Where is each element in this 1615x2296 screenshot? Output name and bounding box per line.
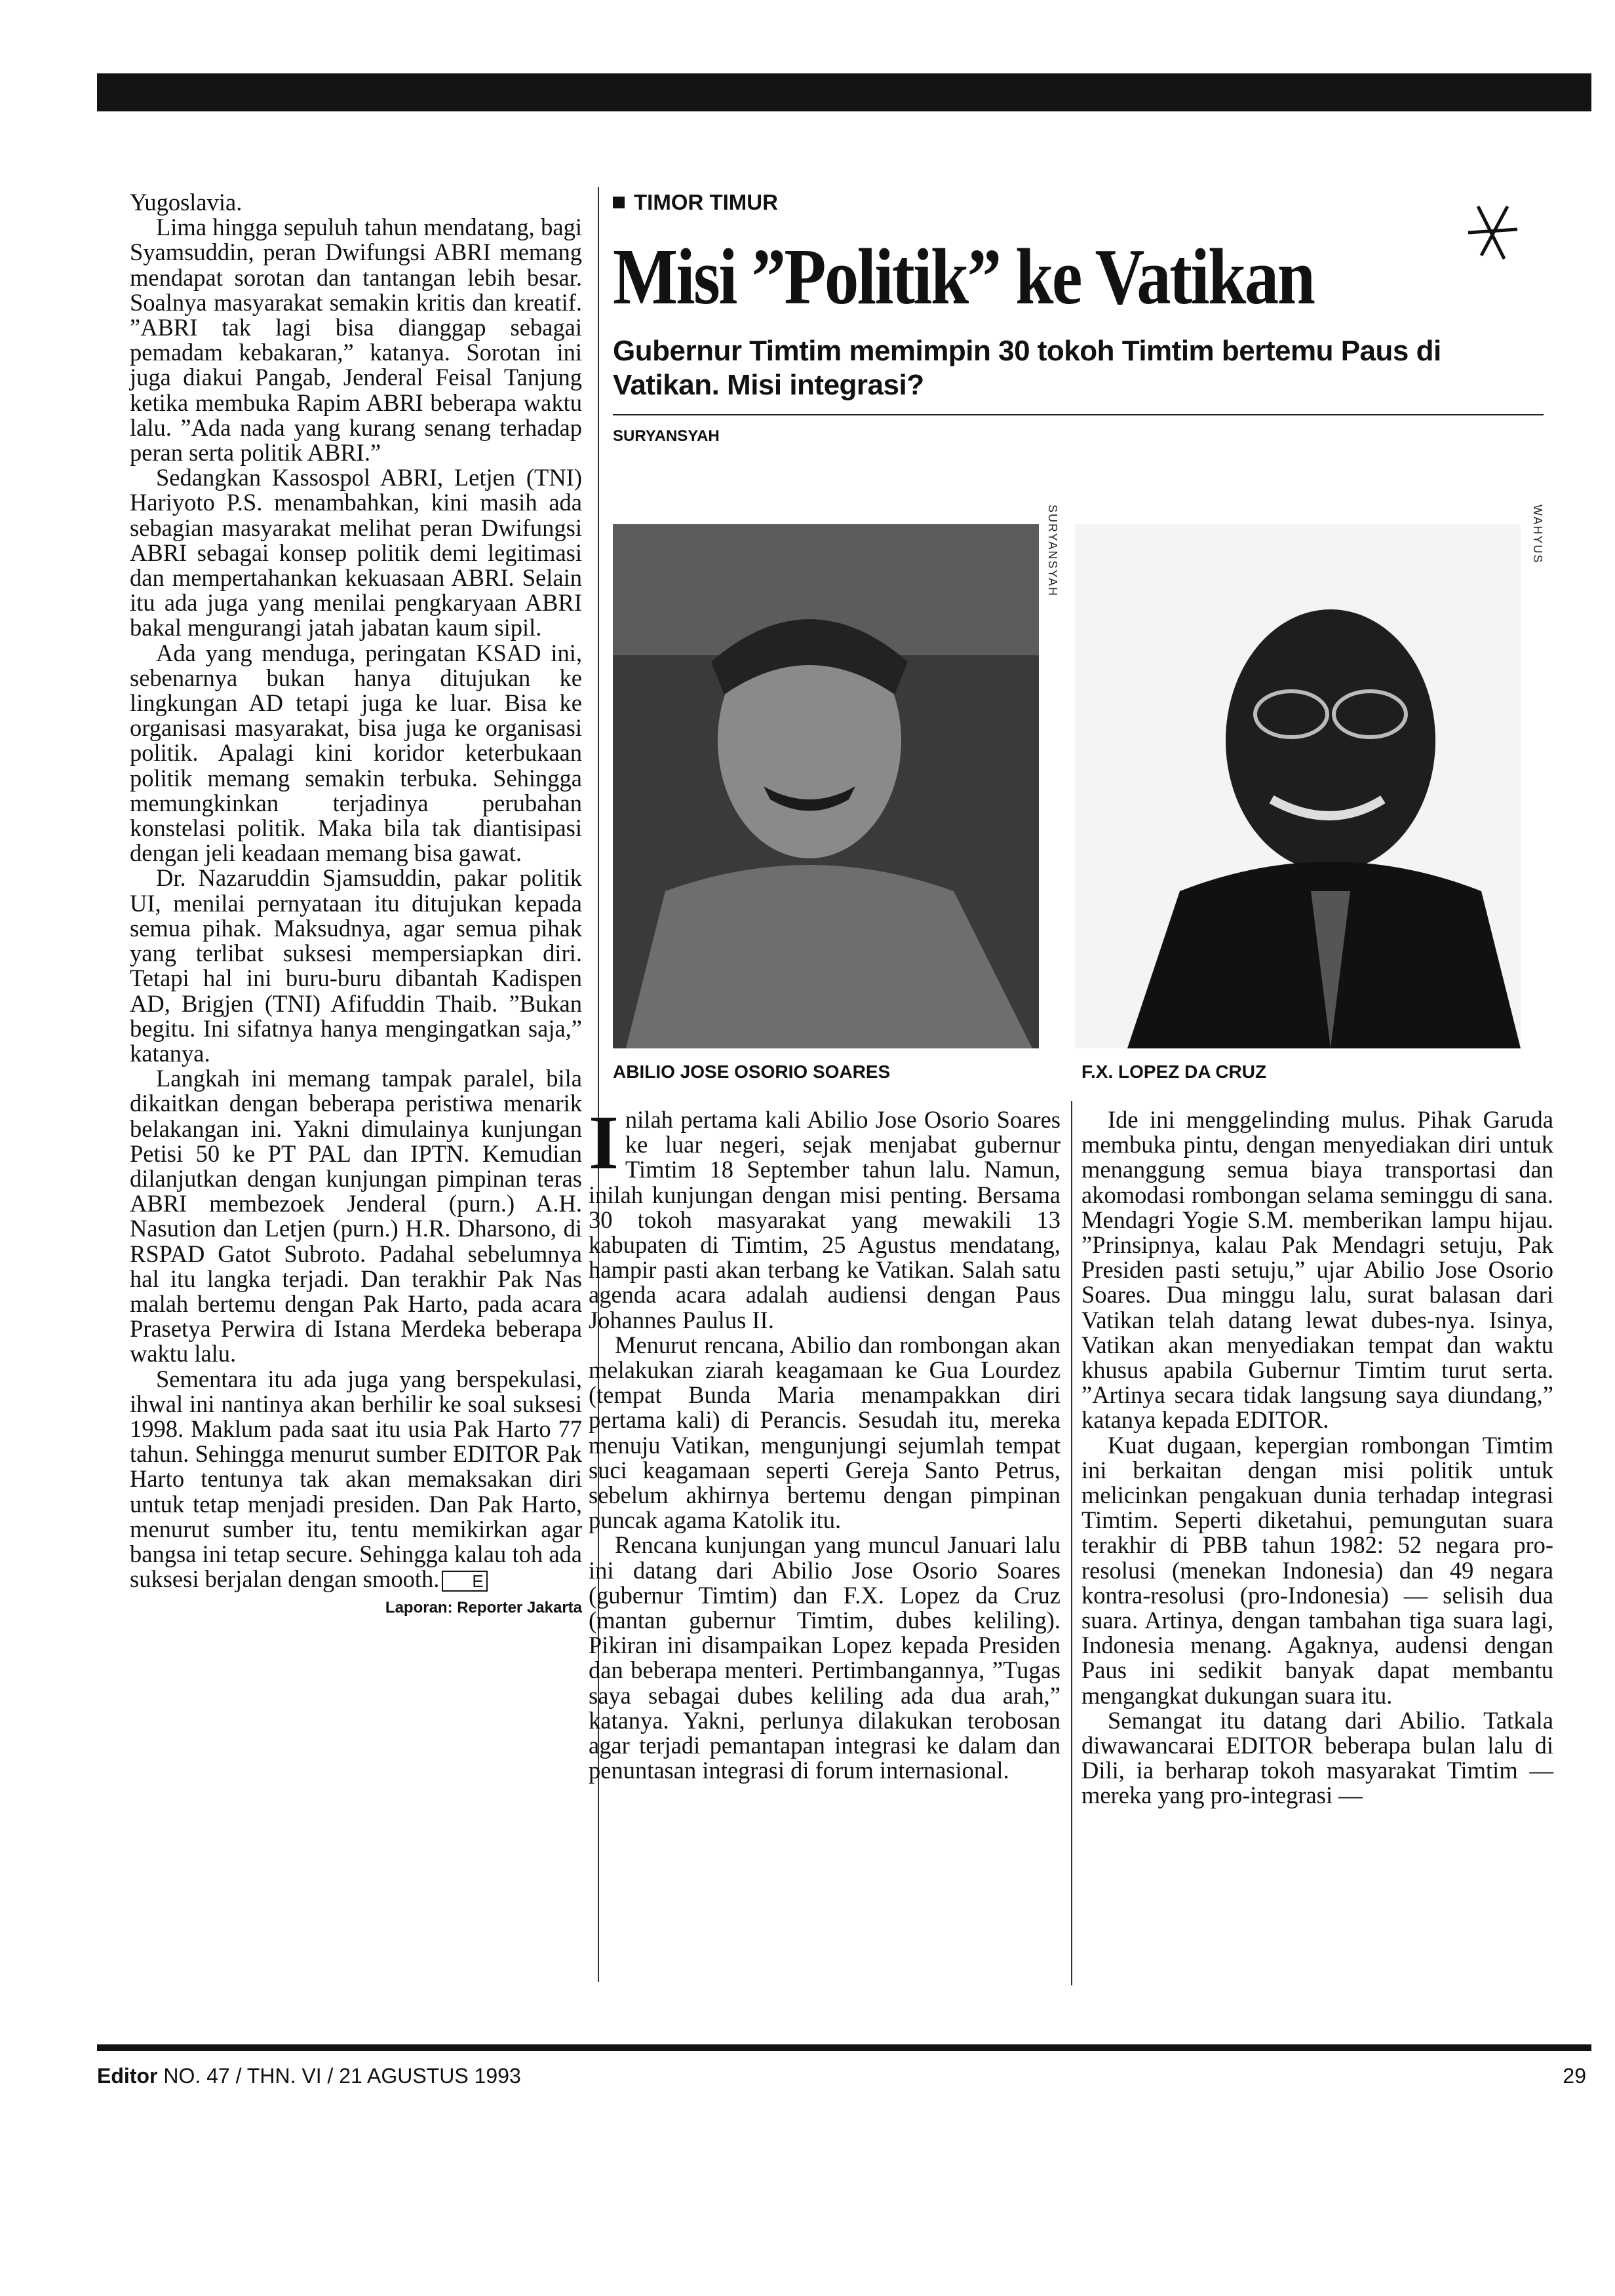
paragraph: Lima hingga sepuluh tahun mendatang, bagi Syamsuddin, peran Dwifungsi ABRI memang mendapat sorotan dan tantangan lebih besar. Soalnya masyarakat semakin kritis dan kreatif. ”ABRI tak lagi bisa dianggap sebagai pemadam kebakaran,” katanya. Sorotan ini juga diakui Pangab, Jenderal Feisal Tanjung ketika membuka Rapim ABRI beberapa waktu lalu. ”Ada nada yang kurang senang terhadap peran serta politik ABRI.” xyxy=(130,214,582,467)
end-of-article-mark: E xyxy=(442,1571,487,1592)
masthead-band xyxy=(97,73,1591,111)
paragraph: Yugoslavia. xyxy=(130,189,243,216)
footer-brand: Editor xyxy=(97,2064,158,2088)
photo-abilio xyxy=(613,524,1039,1048)
paragraph: Kuat dugaan, kepergian rombongan Timtim ini berkaitan dengan misi politik untuk melicinkan pengakuan dunia terhadap integrasi Timtim. Seperti diketahui, pemungutan suara terakhir di PBB tahun 1982: 52 negara pro-resolusi (menekan Indonesia) dan 49 negara kontra-resolusi (pro-Indonesia) — selisih dua suara. Artinya, dengan tambahan tiga suara lagi, Indonesia menang. Agaknya, audensi dengan Paus ini sedikit banyak dapat membantu mengangkat dukungan suara itu. xyxy=(1081,1431,1553,1709)
square-bullet-icon xyxy=(613,197,625,208)
deck-rule xyxy=(613,414,1544,415)
drop-cap: I xyxy=(589,1100,619,1185)
page-number: 29 xyxy=(1563,2064,1586,2088)
deck: Gubernur Timtim memimpin 30 tokoh Timtim bertemu Paus di Vatikan. Misi integrasi? xyxy=(613,335,1441,401)
paragraph: Rencana kunjungan yang muncul Januari lalu ini datang dari Abilio Jose Osorio Soares (gubernur Timtim) dan F.X. Lopez da Cruz (mantan gubernur Timtim, dubes keliling). Pikiran ini disampaikan Lopez kepada Presiden dan beberapa menteri. Pertimbangannya, ”Tugas saya sebagai dubes keliling ada dua arah,” katanya. Yakni, perlunya dilakukan terobosan agar terjadi pemantapan integrasi ke dalam dan penuntasan integrasi di forum internasional. xyxy=(589,1531,1060,1784)
column-divider xyxy=(1071,1101,1072,1985)
paragraph: Sedangkan Kassospol ABRI, Letjen (TNI) Hariyoto P.S. menambahkan, kini masih ada sebagian masyarakat melihat peran Dwifungsi ABRI sebagai konsep politik demi legitimasi dan mempertahankan kekuasaan ABRI. Selain itu ada juga yang menilai pengkaryaan ABRI bakal mengurangi jatah jabatan kaum sipil. xyxy=(130,464,582,641)
paragraph: Dr. Nazaruddin Sjamsuddin, pakar politik UI, menilai pernyataan itu ditujukan kepada semua pihak. Maksudnya, agar semua pihak yang terlibat suksesi mempersiapkan diri. Tetapi hal ini buru-buru dibantah Kadispen AD, Brigjen (TNI) Afifuddin Thaib. ”Bukan begitu. Ini sifatnya hanya mengingatkan saja,” katanya. xyxy=(130,864,582,1067)
paragraph: Semangat itu datang dari Abilio. Tatkala diwawancarai EDITOR beberapa bulan lalu di Dili, ia berharap tokoh masyarakat Timtim — mereka yang pro-integrasi — xyxy=(1081,1706,1553,1809)
paragraph: Menurut rencana, Abilio dan rombongan akan melakukan ziarah keagamaan ke Gua Lourdez (tempat Bunda Maria menampakkan diri pertama kali) di Perancis. Sesudah itu, mereka menuju Vatikan, mengunjungi sejumlah tempat suci keagamaan seperti Gereja Santo Petrus, sebelum akhirnya bertemu dengan pimpinan puncak agama Katolik itu. xyxy=(589,1331,1060,1534)
paragraph-text: Sementara itu ada juga yang berspekulasi, ihwal ini nantinya akan berhilir ke soal suksesi 1998. Maklum pada saat itu usia Pak Harto 77 tahun. Sehingga menurut sumber EDITOR Pak Harto tentunya tak akan memaksakan diri untuk tetap menjadi presiden. Dan Pak Harto, menurut sumber itu, tentu memikirkan agar bangsa ini tetap secure. Sehingga kalau toh ada suksesi berjalan dengan smooth. xyxy=(130,1365,582,1593)
right-column xyxy=(1081,1107,1553,1808)
paragraph xyxy=(130,1367,582,1592)
footer-issue xyxy=(97,2064,521,2088)
section-tag xyxy=(613,190,1544,215)
photo-caption: ABILIO JOSE OSORIO SOARES xyxy=(613,1062,891,1082)
paragraph: Langkah ini memang tampak paralel, bila dikaitkan dengan beberapa peristiwa menarik belakangan ini. Yakni dimulainya kunjungan Petisi 50 ke PT PAL dan IPTN. Kemudian dilanjutkan dengan kunjungan pimpinan teras ABRI membezoek Jenderal (purn.) A.H. Nasution dan Letjen (purn.) H.R. Dharsono, di RSPAD Gatot Subroto. Padahal sebelumnya hal itu langka terjadi. Dan terakhir Pak Nas malah bertemu dengan Pak Harto, pada acara Prasetya Perwira di Istana Merdeka beberapa waktu lalu. xyxy=(130,1065,582,1368)
headline: Misi ”Politik” ke Vatikan xyxy=(613,233,1314,321)
paragraph xyxy=(589,1100,1060,1333)
photo-credit: SURYANSYAH xyxy=(1046,505,1059,598)
footer-rule xyxy=(97,2044,1591,2051)
photo-credit: WAHYUS xyxy=(1531,505,1544,564)
middle-column xyxy=(589,1100,1060,1784)
paragraph: Ada yang menduga, peringatan KSAD ini, sebenarnya bukan hanya ditujukan ke lingkungan AD tetapi juga ke luar. Bisa ke organisasi masyarakat, bisa juga ke organisasi politik. Apalagi kini koridor keterbukaan politik memang semakin terbuka. Sehingga memungkinkan terjadinya perubahan konstelasi politik. Maka bila tak diantisipasi dengan jeli keadaan memang bisa gawat. xyxy=(130,639,582,867)
handwritten-mark-icon xyxy=(1458,193,1524,272)
report-credit: Laporan: Reporter Jakarta xyxy=(385,1599,582,1617)
photo-lopez xyxy=(1075,524,1521,1048)
section-label: TIMOR TIMUR xyxy=(634,190,778,214)
article-header xyxy=(613,190,1544,446)
paragraph: Ide ini menggelinding mulus. Pihak Garuda membuka pintu, dengan menyediakan diri untuk menanggung semua biaya transportasi dan akomodasi rombongan selama seminggu di sana. Mendagri Yogie S.M. memberikan lampu hijau. ”Prinsipnya, kalau Pak Mendagri setuju, Pak Presiden pasti setuju,” ujar Abilio Jose Osorio Soares. Dua minggu lalu, surat balasan dari Vatikan telah datang lewat dubes-nya. Isinya, Vatikan akan menyediakan tempat dan waktu khusus apabila Gubernur Timtim turut serta. ”Artinya secara tidak langsung saya diundang,” katanya kepada EDITOR. xyxy=(1081,1106,1553,1434)
author: SURYANSYAH xyxy=(613,427,720,445)
paragraph-text: nilah pertama kali Abilio Jose Osorio Soares ke luar negeri, sejak menjabat gubernur Timtim 18 September tahun lalu. Namun, inilah kunjungan dengan misi penting. Bersama 30 tokoh masyarakat yang mewakili 13 kabupaten di Timtim, 25 Agustus mendatang, hampir pasti akan terbang ke Vatikan. Salah satu agenda acara adalah audiensi dengan Paus Johannes Paulus II. xyxy=(589,1106,1060,1333)
footer-issue-text: NO. 47 / THN. VI / 21 AGUSTUS 1993 xyxy=(163,2064,521,2088)
left-column xyxy=(130,190,582,1985)
photo-caption: F.X. LOPEZ DA CRUZ xyxy=(1081,1062,1267,1082)
